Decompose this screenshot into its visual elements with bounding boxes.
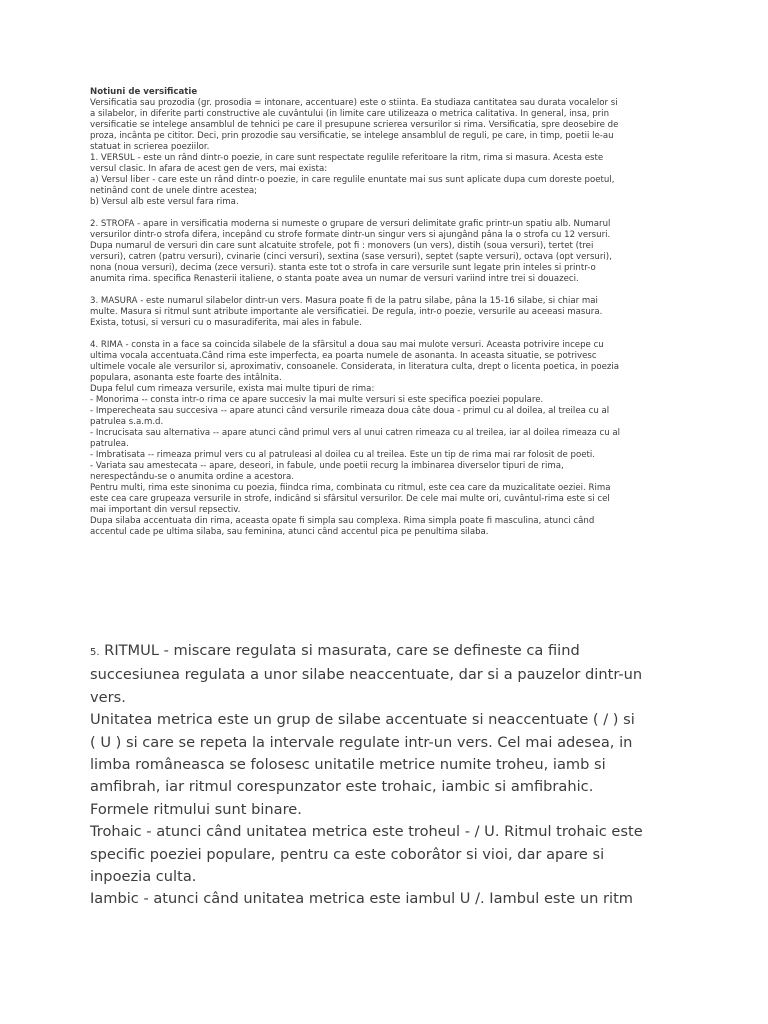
section-gap	[90, 329, 684, 340]
section-gap	[90, 208, 684, 219]
ritmul-body: RITMUL - miscare regulata si masurata, care se defineste ca fiind succesiunea regulata a unor silabe neaccentuate, dar si a pauzelor dintr-un vers. Unitatea metrica este un grup de silabe accentuate si neaccentuate ( / ) si ( U ) si care se repeta la intervale regulate intr-un vers. Cel mai adesea, in limba româneasca se folosesc unitatile metrice numite troheu, iamb si amfibrah, iar ritmul corespunzator este trohaic, iambic si amfibrahic. Formele ritmului sunt binare. Trohaic - atunci când unitatea metrica este troheul - / U. Ritmul trohaic este specific poeziei populare, pentru ca este coborâtor si vioi, dar apare si inpoezia culta. Iambic - atunci când unitatea metrica este iambul U /. Iambul este un ritm	[90, 642, 643, 908]
masura-section: 3. MASURA - este numarul silabelor dintr-un vers. Masura poate fi de la patru silabe, pâna la 15-16 silabe, si chiar mai multe. Masura si ritmul sunt atribute importante ale versificatiei. De regula, intr-o poezie, versurile au aceeasi masura. Exista, totusi, si versuri cu o masuradiferita, mai ales in fabule.	[90, 296, 603, 328]
ritmul-text	[90, 640, 688, 911]
section-gap	[90, 285, 684, 296]
document-body	[90, 87, 684, 538]
versul-section: 1. VERSUL - este un rând dintr-o poezie, in care sunt respectate regulile referitoare la ritm, rima si masura. Acesta este versul clasic. In afara de acest gen de vers, mai exista: a) Versul liber - care este un rând dintr-o poezie, in care regulile enuntate mai sus sunt aplicate dupa cum doreste poetul, netinând cont de unele dintre acestea; b) Versul alb este versul fara rima.	[90, 153, 615, 207]
rima-section: 4. RIMA - consta in a face sa coincida silabele de la sfârsitul a doua sau mai mulote versuri. Aceasta potrivire incepe cu ultima vocala accentuata.Când rima este imperfecta, ea poarta numele de asonanta. In aceasta situatie, se potrivesc ultimele vocale ale versurilor si, aproximativ, consoanele. Considerata, in literatura culta, drept o licenta poetica, in poezia populara, asonanta este foarte des intâlnita. Dupa felul cum rimeaza versurile, exista mai multe tipuri de rima: - Monorima -- consta intr-o rima ce apare succesiv la mai multe versuri si este specifica poeziei populare. - Imperecheata sau succesiva -- apare atunci când versurile rimeaza doua câte doua - primul cu al doilea, al treilea cu al patrulea s.a.m.d. - Incrucisata sau alternativa -- apare atunci când primul vers al unui catren rimeaza cu al treilea, iar al doilea rimeaza cu al patrulea. - Imbratisata -- rimeaza primul vers cu al patruleasi al doilea cu al treilea. Este un tip de rima mai rar folosit de poeti. - Variata sau amestecata -- apare, deseori, in fabule, unde poetii recurg la imbinarea diverselor tipuri de rima, nerespectându-se o anumita ordine a acestora. Pentru multi, rima este sinonima cu poezia, fiindca rima, combinata cu ritmul, este cea care da muzicalitate oeziei. Rima este cea care grupeaza versurile in strofe, indicând si sfârsitul versurilor. De cele mai multe ori, cuvântul-rima este si cel mai important din versul repsectiv. Dupa silaba accentuata din rima, aceasta opate fi simpla sau complexa. Rima simpla poate fi masculina, atunci când accentul cade pe ultima silaba, sau feminina, atunci când accentul pica pe penultima silaba.	[90, 340, 621, 537]
ritmul-section	[90, 640, 688, 911]
strofa-section: 2. STROFA - apare in versificatia moderna si numeste o grupare de versuri delimitate grafic printr-un spatiu alb. Numarul versurilor dintr-o strofa difera, incepând cu strofe formate dintr-un singur vers si ajungând pâna la o strofa cu 12 versuri. Dupa numarul de versuri din care sunt alcatuite strofele, pot fi : monovers (un vers), distih (soua versuri), tertet (trei versuri), catren (patru versuri), cvinarie (cinci versuri), sextina (sase versuri), septet (sapte versuri), octava (opt versuri), nona (noua versuri), decima (zece versuri). stanta este tot o strofa in care versurile sunt legate prin inteles si printr-o anumita rima. specifica Renasterii italiene, o stanta poate avea un numar de versuri variind intre trei si douazeci.	[90, 219, 612, 284]
intro-paragraph: Versificatia sau prozodia (gr. prosodia = intonare, accentuare) este o stiinta. Ea studiaza cantitatea sau durata vocalelor si a silabelor, in diferite parti constructive ale cuvântului (in limite care utilizeaza o metrica calitativa. In general, insa, prin versificatie se intelege ansamblul de tehnici pe care il presupune scrierea versurilor si rima. Versificatia, spre deosebire de proza, incânta pe cititor. Deci, prin prozodie sau versificatie, se intelege ansamblul de reguli, pe care, in timp, poetii le-au statuat in scrierea poeziilor.	[90, 98, 619, 152]
document-title: Notiuni de versificatie	[90, 87, 198, 97]
ritmul-number: 5.	[90, 647, 100, 658]
